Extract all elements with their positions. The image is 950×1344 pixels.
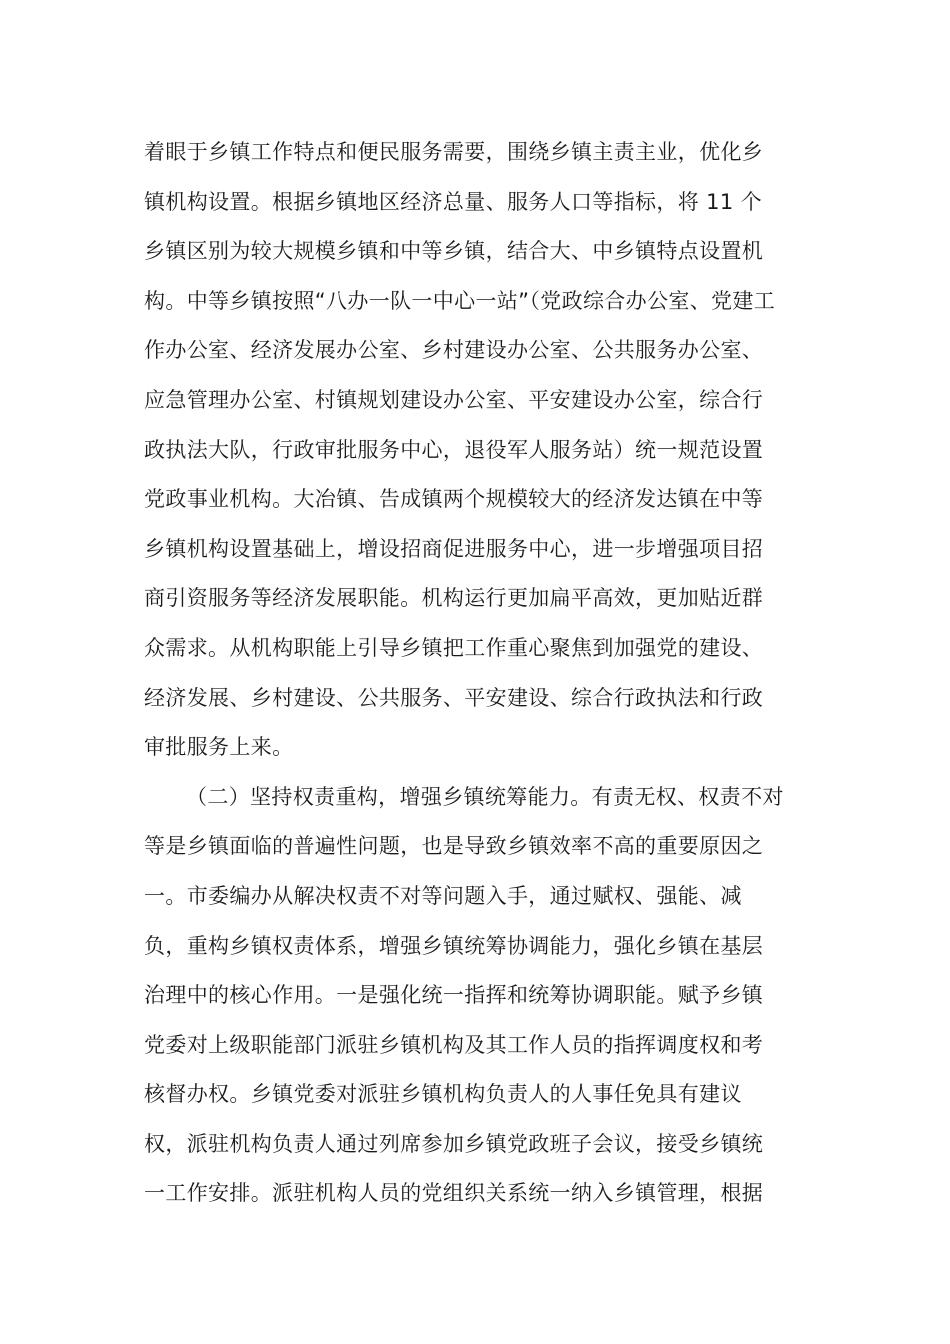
text-line: 治理中的核心作用。一是强化统一指挥和统筹协调职能。赋予乡镇 [144, 983, 764, 1008]
body-text [144, 128, 808, 1219]
text-line: 一工作安排。派驻机构人员的党组织关系统一纳入乡镇管理，根据 [144, 1181, 764, 1206]
text-line: 党委对上级职能部门派驻乡镇机构及其工作人员的指挥调度权和考 [144, 1032, 764, 1057]
text-line: 核督办权。乡镇党委对派驻乡镇机构负责人的人事任免具有建议 [144, 1082, 742, 1107]
text-line: 乡镇机构设置基础上，增设招商促进服务中心，进一步增强项目招 [144, 536, 764, 561]
text-line: 一。市委编办从解决权责不对等问题入手，通过赋权、强能、减 [144, 883, 742, 908]
text-line: 等是乡镇面临的普遍性问题，也是导致乡镇效率不高的重要原因之 [144, 834, 764, 859]
text-line: 党政事业机构。大冶镇、告成镇两个规模较大的经济发达镇在中等 [144, 487, 764, 512]
text-line: 着眼于乡镇工作特点和便民服务需要，围绕乡镇主责主业，优化乡 [144, 140, 764, 164]
text-line: 审批服务上来。 [144, 735, 294, 760]
text-line: 经济发展、乡村建设、公共服务、平安建设、综合行政执法和行政 [144, 685, 764, 710]
text-line: 负，重构乡镇权责体系，增强乡镇统筹协调能力，强化乡镇在基层 [144, 933, 764, 958]
text-line: 众需求。从机构职能上引导乡镇把工作重心聚焦到加强党的建设、 [144, 635, 764, 660]
text-line: 作办公室、经济发展办公室、乡村建设办公室、公共服务办公室、 [144, 338, 764, 363]
text-line: 权，派驻机构负责人通过列席参加乡镇党政班子会议，接受乡镇统 [144, 1131, 764, 1156]
section-heading-line: （二）坚持权责重构，增强乡镇统筹能力。有责无权、权责不对 [186, 784, 784, 809]
text-line: 构。中等乡镇按照“八办一队一中心一站”（党政综合办公室、党建工 [144, 288, 776, 313]
text-line: 镇机构设置。根据乡镇地区经济总量、服务人口等指标，将 11 个 [144, 189, 762, 214]
text-line: 应急管理办公室、村镇规划建设办公室、平安建设办公室，综合行 [144, 387, 764, 412]
text-line: 乡镇区别为较大规模乡镇和中等乡镇，结合大、中乡镇特点设置机 [144, 239, 764, 264]
text-line: 政执法大队，行政审批服务中心，退役军人服务站）统一规范设置 [144, 437, 764, 462]
text-line: 商引资服务等经济发展职能。机构运行更加扁平高效，更加贴近群 [144, 586, 764, 611]
